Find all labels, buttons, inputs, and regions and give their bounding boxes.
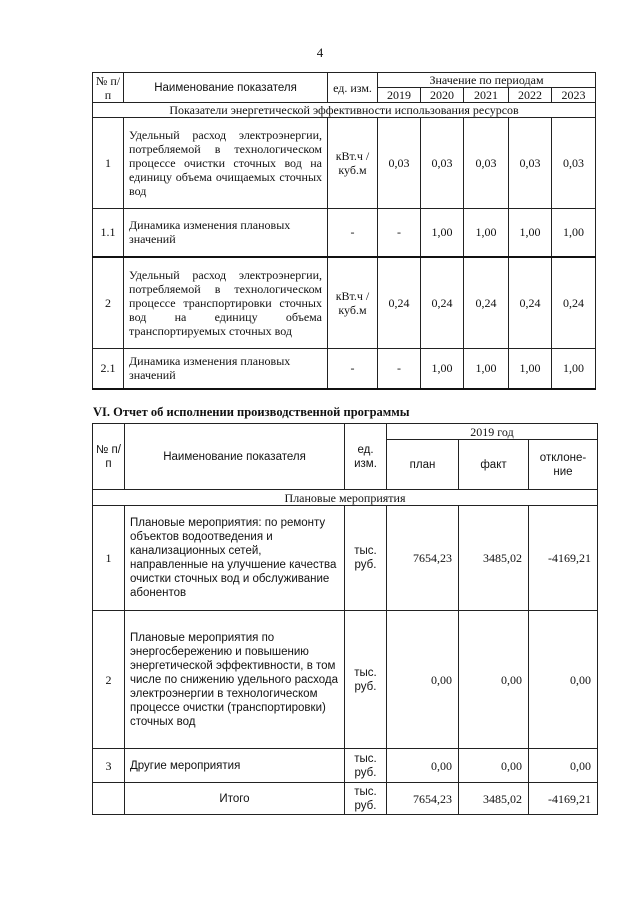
total-fact: 3485,02 — [459, 783, 529, 815]
row-value: 0,03 — [464, 118, 509, 209]
table-row — [93, 506, 598, 611]
total-row — [93, 783, 598, 815]
row-value: 0,03 — [421, 118, 464, 209]
row-num: 2 — [93, 611, 125, 749]
row-unit: - — [328, 349, 378, 389]
row-value: 0,03 — [509, 118, 552, 209]
table-row — [93, 209, 596, 257]
row-value: 0,24 — [421, 257, 464, 349]
production-program-report-table — [92, 423, 598, 815]
row-unit: кВт.ч / куб.м — [328, 257, 378, 349]
row-deviation: 0,00 — [529, 749, 598, 783]
row-value: 1,00 — [552, 349, 596, 389]
row-name: Динамика изменения плановых значений — [124, 349, 328, 389]
row-value: - — [378, 209, 421, 257]
total-unit: тыс. руб. — [345, 783, 387, 815]
table-row — [93, 611, 598, 749]
header-unit: ед. изм. — [328, 73, 378, 103]
row-num: 2.1 — [93, 349, 124, 389]
header-year: 2019 — [378, 88, 421, 103]
header-deviation: отклоне- ние — [529, 440, 598, 490]
row-num: 3 — [93, 749, 125, 783]
row-value: 0,03 — [378, 118, 421, 209]
header-num: № п/п — [93, 73, 124, 103]
row-name: Удельный расход электроэнергии, потребляемой в технологическом процессе очистки сточных вод на единицу объема очищаемых сточных вод — [124, 118, 328, 209]
total-deviation: -4169,21 — [529, 783, 598, 815]
row-deviation: 0,00 — [529, 611, 598, 749]
row-value: 1,00 — [509, 209, 552, 257]
row-num: 1.1 — [93, 209, 124, 257]
row-unit: тыс. руб. — [345, 611, 387, 749]
row-name: Удельный расход электроэнергии, потребляемой в технологическом процессе транспортировки сточных вод на единицу объема транспортируемых сточных вод — [124, 257, 328, 349]
header-num: № п/п — [93, 424, 125, 490]
section-row: Показатели энергетической эффективности использования ресурсов — [93, 103, 596, 118]
row-fact: 0,00 — [459, 749, 529, 783]
row-fact: 0,00 — [459, 611, 529, 749]
table-row — [93, 257, 596, 349]
header-year: 2022 — [509, 88, 552, 103]
section-row: Плановые мероприятия — [93, 490, 598, 506]
row-name: Плановые мероприятия по энергосбережению и повышению энергетической эффективности, в том числе по снижению удельного расхода электроэнергии в технологическом процессе очистки (транспортировки) сточных вод — [125, 611, 345, 749]
row-unit: кВт.ч / куб.м — [328, 118, 378, 209]
header-unit: ед. изм. — [345, 424, 387, 490]
row-fact: 3485,02 — [459, 506, 529, 611]
table-row — [93, 349, 596, 389]
row-plan: 0,00 — [387, 611, 459, 749]
row-num: 2 — [93, 257, 124, 349]
row-value: 0,24 — [509, 257, 552, 349]
row-num: 1 — [93, 118, 124, 209]
row-num: 1 — [93, 506, 125, 611]
total-num — [93, 783, 125, 815]
row-value: 1,00 — [464, 209, 509, 257]
header-name: Наименование показателя — [124, 73, 328, 103]
header-year: 2023 — [552, 88, 596, 103]
row-unit: тыс. руб. — [345, 749, 387, 783]
table-row — [93, 749, 598, 783]
header-year: 2020 — [421, 88, 464, 103]
header-plan: план — [387, 440, 459, 490]
row-value: 1,00 — [421, 349, 464, 389]
energy-efficiency-table — [92, 72, 596, 390]
total-name: Итого — [125, 783, 345, 815]
table-row — [93, 118, 596, 209]
header-fact: факт — [459, 440, 529, 490]
row-value: 1,00 — [552, 209, 596, 257]
header-year: 2019 год — [387, 424, 598, 440]
header-periods: Значение по периодам — [378, 73, 596, 88]
row-unit: - — [328, 209, 378, 257]
total-plan: 7654,23 — [387, 783, 459, 815]
row-value: 0,24 — [464, 257, 509, 349]
row-value: 1,00 — [509, 349, 552, 389]
row-value: 1,00 — [464, 349, 509, 389]
row-unit: тыс. руб. — [345, 506, 387, 611]
row-value: - — [378, 349, 421, 389]
row-value: 0,24 — [552, 257, 596, 349]
row-plan: 0,00 — [387, 749, 459, 783]
row-plan: 7654,23 — [387, 506, 459, 611]
row-value: 0,03 — [552, 118, 596, 209]
page-number: 4 — [316, 45, 324, 60]
row-name: Динамика изменения плановых значений — [124, 209, 328, 257]
row-value: 0,24 — [378, 257, 421, 349]
section-heading: VI. Отчет об исполнении производственной программы — [93, 405, 410, 419]
row-name: Другие мероприятия — [125, 749, 345, 783]
header-year: 2021 — [464, 88, 509, 103]
header-name: Наименование показателя — [125, 424, 345, 490]
row-value: 1,00 — [421, 209, 464, 257]
row-name: Плановые мероприятия: по ремонту объектов водоотведения и канализационных сетей, направленные на улучшение качества очистки сточных вод и обслуживание абонентов — [125, 506, 345, 611]
row-deviation: -4169,21 — [529, 506, 598, 611]
